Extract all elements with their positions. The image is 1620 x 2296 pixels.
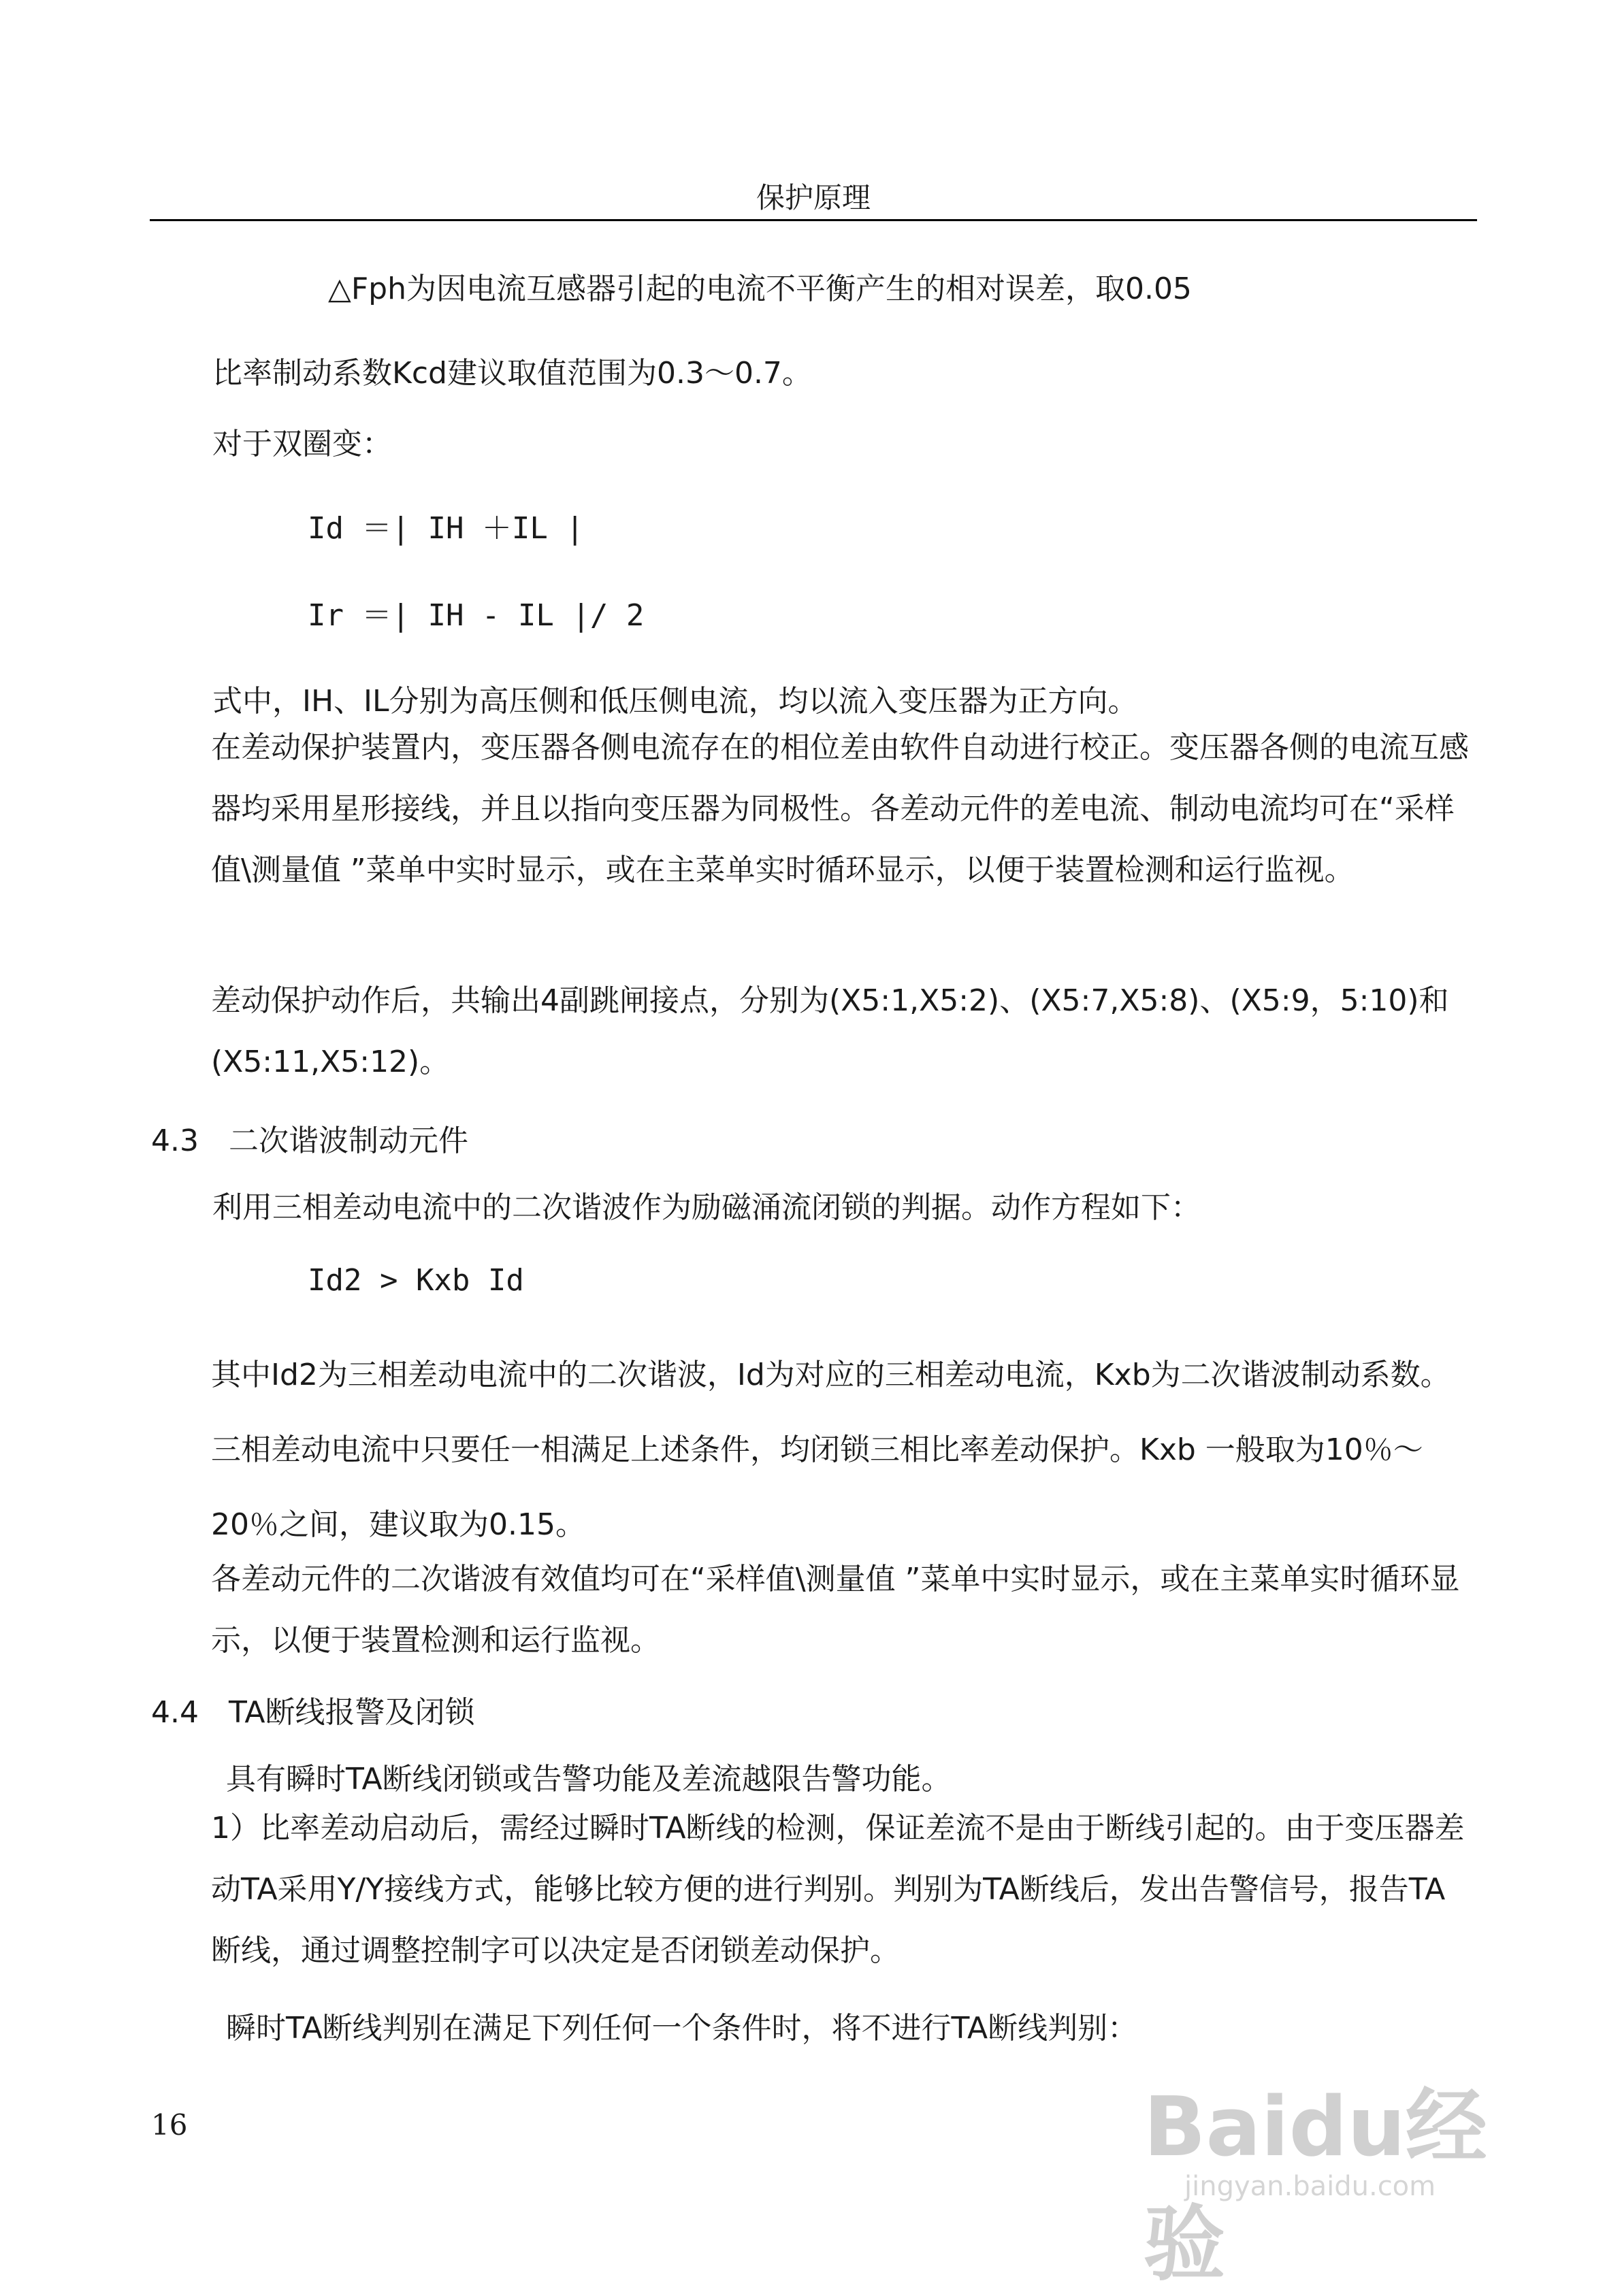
- paragraph-trip-contacts-text: 差动保护动作后，共输出4副跳闸接点，分别为(X5:1,X5:2)、(X5:7,X5:8)、(X5:9，5:10)和(X5:11,X5:12)。: [211, 983, 1449, 1079]
- paragraph-phase-correction-text: 在差动保护装置内，变压器各侧电流存在的相位差由软件自动进行校正。变压器各侧的电流互感器均采用星形接线，并且以指向变压器为同极性。各差动元件的差电流、制动电流均可在“采样值\测量值 ”菜单中实时显示，或在主菜单实时循环显示，以便于装置检测和运行监视。: [211, 730, 1469, 887]
- line-second-harmonic-intro: 利用三相差动电流中的二次谐波作为励磁涌流闭锁的判据。动作方程如下：: [212, 1190, 1201, 1225]
- line-where: 式中，IH、IL分别为高压侧和低压侧电流，均以流入变压器为正方向。: [212, 684, 1138, 719]
- page-header-title: 保护原理: [756, 181, 871, 214]
- equation-id: Id ＝| IH ＋IL |: [308, 511, 584, 546]
- paragraph-phase-correction: [211, 717, 1470, 901]
- line-ta-conditions: 瞬时TA断线判别在满足下列任何一个条件时，将不进行TA断线判别：: [226, 2011, 1138, 2046]
- paragraph-trip-contacts: [211, 970, 1470, 1093]
- line-double-winding: 对于双圈变：: [212, 427, 392, 461]
- equation-ir: Ir ＝| IH - IL |/ 2: [308, 598, 645, 633]
- paragraph-kxb-text: 其中Id2为三相差动电流中的二次谐波，Id为对应的三相差动电流，Kxb为二次谐波制动系数。三相差动电流中只要任一相满足上述条件，均闭锁三相比率差动保护。Kxb 一般取为10％～20％之间，建议取为0.15。: [211, 1358, 1451, 1542]
- line-fph: △Fph为因电流互感器引起的电流不平衡产生的相对误差，取0.05: [328, 272, 1192, 306]
- line-ta-function: 具有瞬时TA断线闭锁或告警功能及差流越限告警功能。: [226, 1762, 952, 1797]
- paragraph-harmonic-display: [211, 1549, 1470, 1671]
- paragraph-ta-detection: [211, 1798, 1470, 1982]
- equation-second-harmonic: Id2 > Kxb Id: [308, 1263, 524, 1298]
- paragraph-ta-detection-text: 1）比率差动启动后，需经过瞬时TA断线的检测，保证差流不是由于断线引起的。由于变压器差动TA采用Y/Y接线方式，能够比较方便的进行判别。判别为TA断线后，发出告警信号，报告TA断线，通过调整控制字可以决定是否闭锁差动保护。: [211, 1811, 1465, 1968]
- section-4-3-heading: 4.3 二次谐波制动元件: [151, 1124, 468, 1158]
- header-rule: [150, 219, 1477, 221]
- line-kcd: 比率制动系数Kcd建议取值范围为0.3～0.7。: [212, 356, 812, 391]
- watermark-logo: Baidu经验: [1144, 2080, 1487, 2292]
- watermark-url: jingyan.baidu.com: [1184, 2171, 1436, 2202]
- paragraph-harmonic-display-text: 各差动元件的二次谐波有效值均可在“采样值\测量值 ”菜单中实时显示，或在主菜单实时循环显示，以便于装置检测和运行监视。: [211, 1562, 1460, 1658]
- page-number: 16: [151, 2108, 188, 2142]
- watermark: [1144, 2062, 1525, 2292]
- paragraph-kxb: [211, 1338, 1470, 1562]
- section-4-4-heading: 4.4 TA断线报警及闭锁: [151, 1695, 475, 1730]
